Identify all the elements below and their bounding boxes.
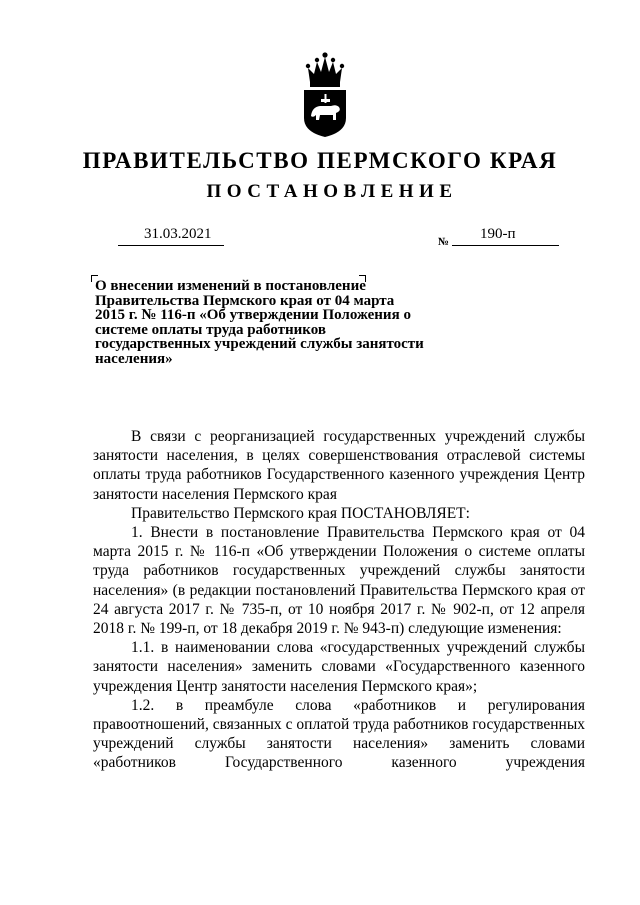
date-underline (118, 245, 224, 246)
document-body (93, 427, 585, 773)
document-number: 190-п (480, 226, 516, 242)
body-paragraph: 1.1. в наименовании слова «государственных учреждений службы занятости населения» заменить словами «Государственного казенного учреждения Центр занятости населения Пермского края»; (93, 639, 585, 695)
body-paragraph: 1.2. в преамбуле слова «работников и регулирования правоотношений, связанных с оплатой труда работников государственных учреждений службы занятости населения» заменить словами «работников Государственного казенного учреждения (93, 696, 585, 772)
body-paragraph: Правительство Пермского края ПОСТАНОВЛЯЕТ: (131, 504, 470, 522)
document-subject: О внесении изменений в постановление Правительства Пермского края от 04 марта 2015 г. № 116-п «Об утверждении Положения о системе оплаты труда работников государственных учреждений службы занятости населения» (95, 278, 424, 367)
document-type: ПОСТАНОВЛЕНИЕ (206, 181, 458, 202)
body-paragraph: 1. Внести в постановление Правительства Пермского края от 04 марта 2015 г. № 116-п «Об утверждении Положения о системе оплаты труда работников государственных учреждений службы занятости населения» (в редакции постановлений Правительства Пермского края от 24 августа 2017 г. № 735-п, от 10 ноября 2017 г. № 902-п, от 12 апреля 2018 г. № 199-п, от 18 декабря 2019 г. № 943-п) следующие изменения: (93, 524, 585, 638)
number-sign: № (438, 236, 450, 248)
body-paragraph: В связи с реорганизацией государственных учреждений службы занятости населения, в целях совершенствования отраслевой системы оплаты труда работников Государственного казенного учреждения Центр занятости населения Пермского края (93, 428, 585, 503)
government-title: ПРАВИТЕЛЬСТВО ПЕРМСКОГО КРАЯ (82, 148, 558, 173)
document-date: 31.03.2021 (144, 226, 212, 242)
coat-of-arms-icon (300, 52, 350, 138)
number-underline (452, 245, 559, 246)
